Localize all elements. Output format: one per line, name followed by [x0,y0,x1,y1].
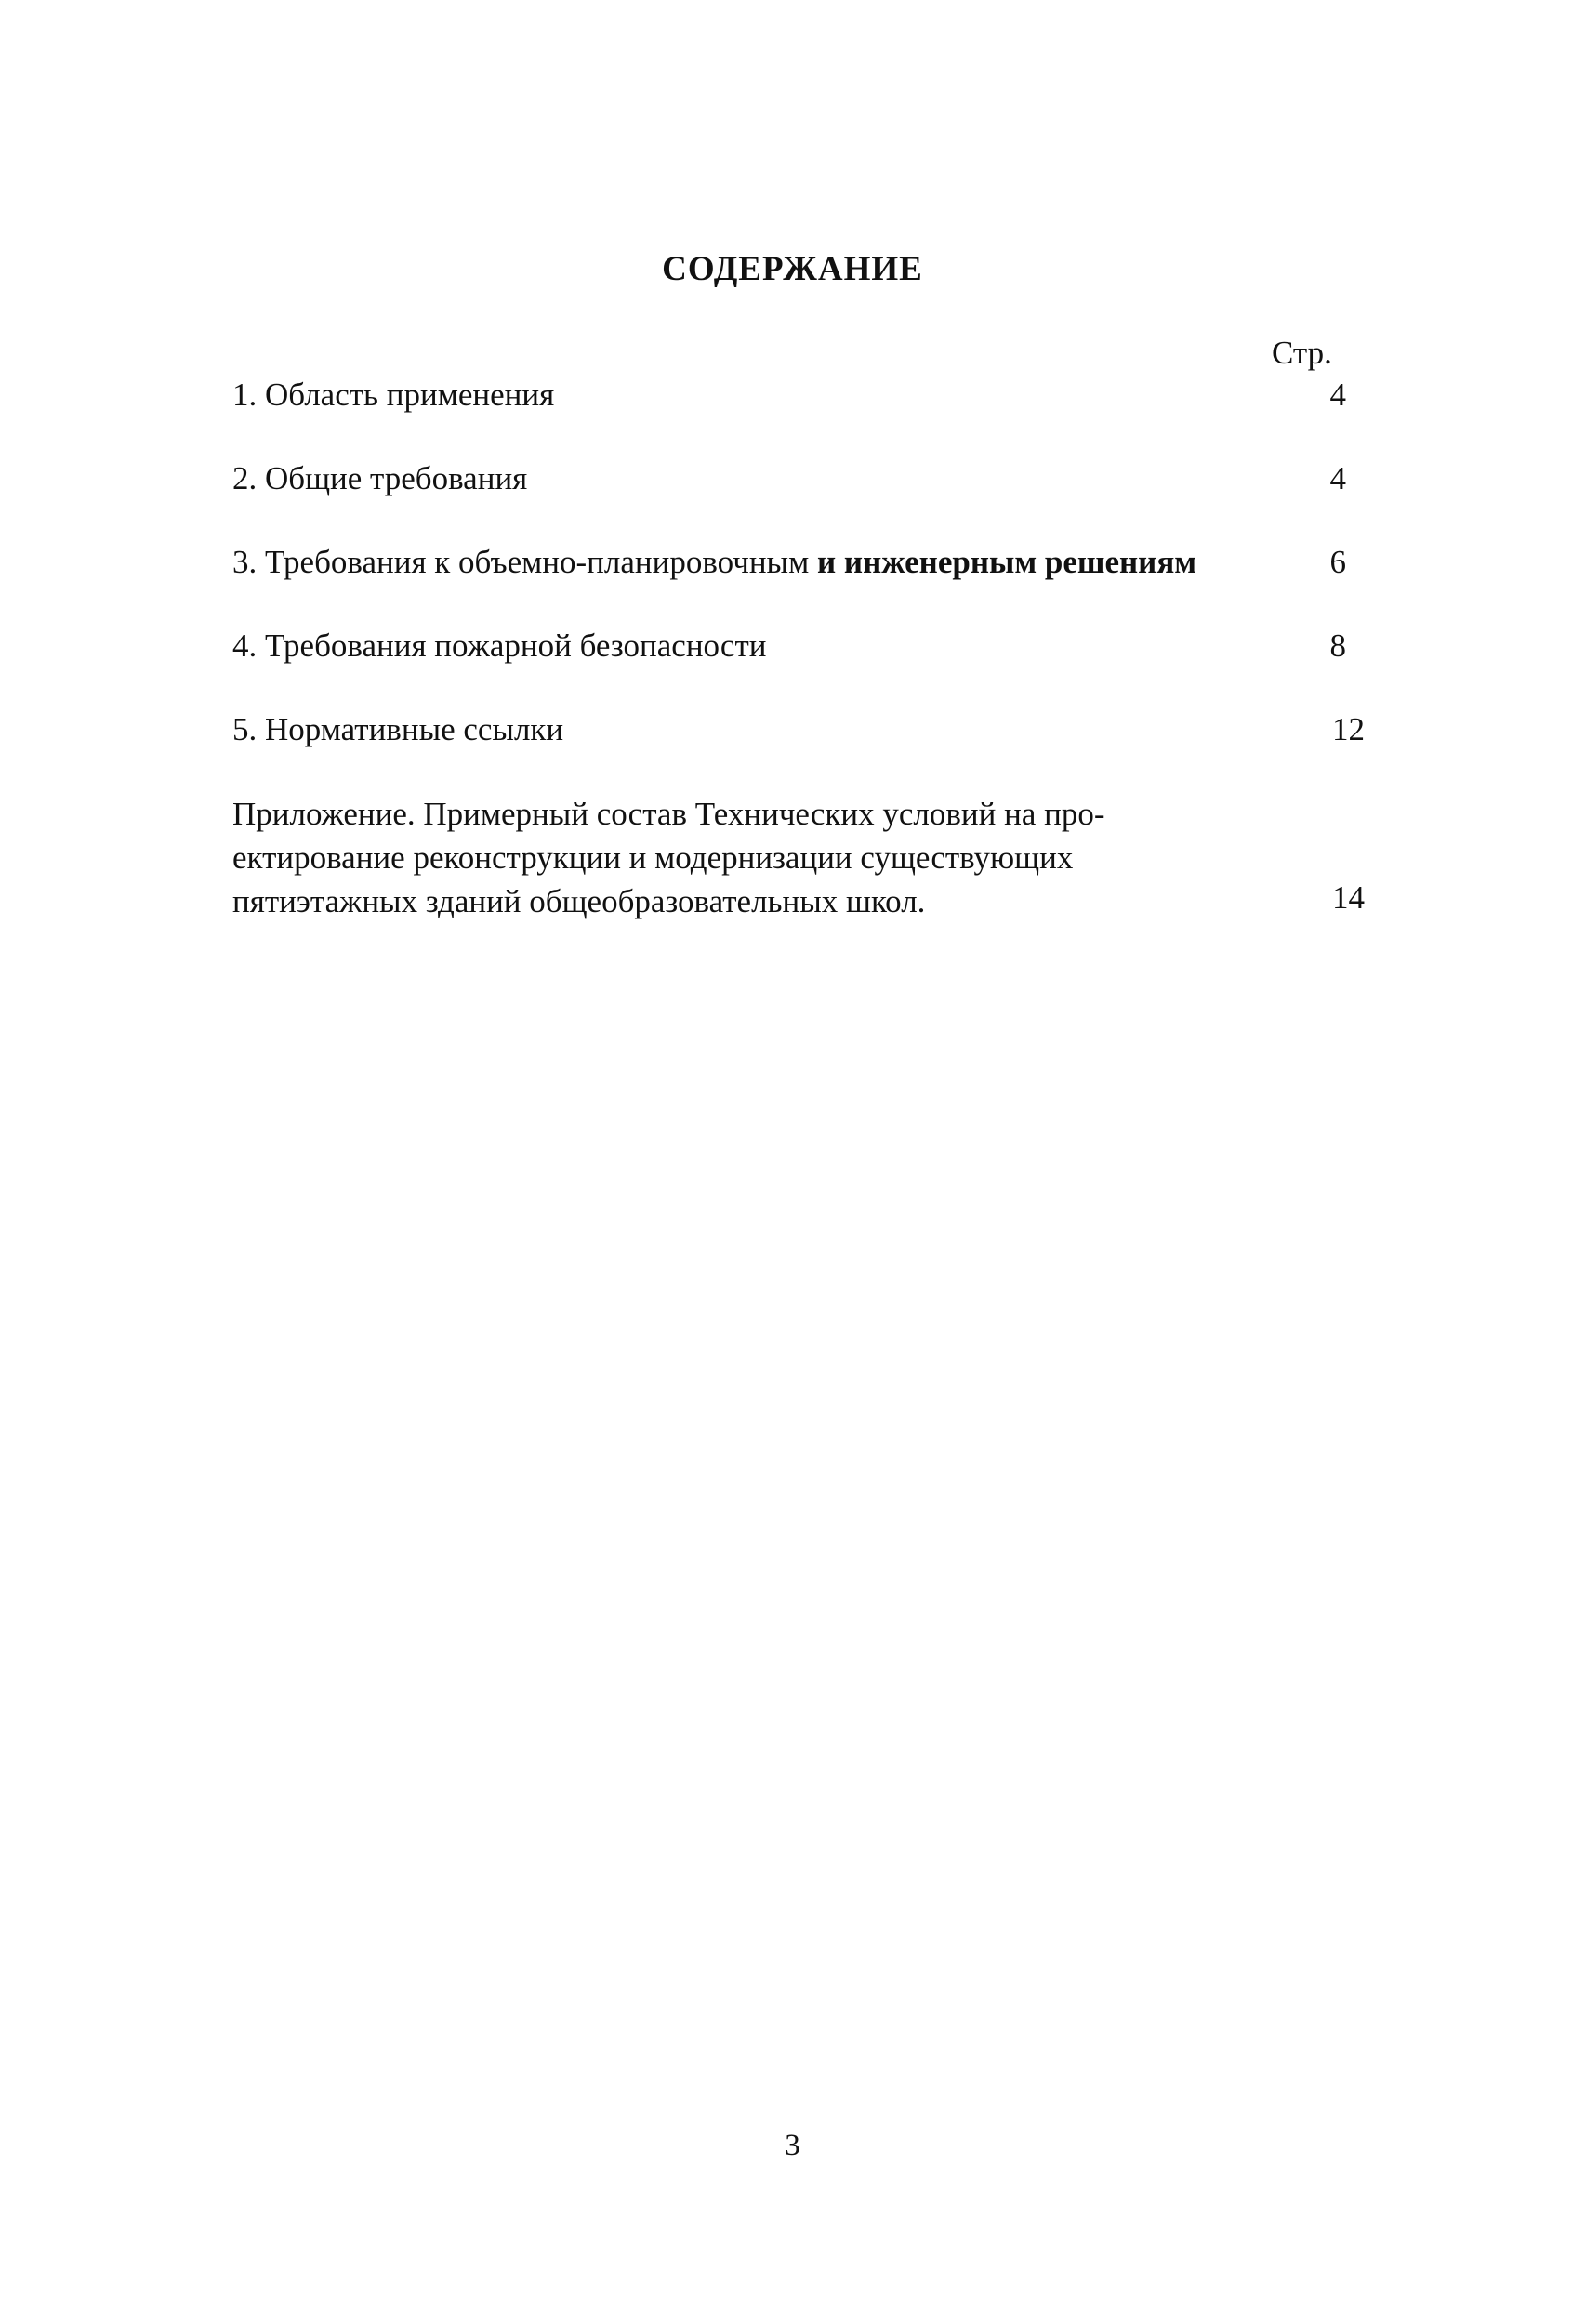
page-column-label: Стр. [1272,335,1332,371]
toc-title: СОДЕРЖАНИЕ [662,250,923,288]
page-number: 3 [785,2129,800,2162]
toc-item-1: 1. Область применения [232,376,555,413]
toc-appendix-line-3: пятиэтажных зданий общеобразовательных школ. [232,883,926,919]
toc-item-2: 2. Общие требования [232,460,528,496]
toc-appendix-page: 14 [1332,879,1365,916]
toc-item-4: 4. Требования пожарной безопасности [232,627,767,664]
toc-item-4-page: 8 [1329,627,1346,664]
toc-item-5-page: 12 [1332,711,1365,747]
toc-appendix-line-1: Приложение. Примерный состав Технических условий на про- [232,796,1105,832]
toc-item-2-page: 4 [1329,460,1346,496]
toc-item-3 [232,544,1196,581]
toc-item-3-page: 6 [1329,544,1346,580]
toc-item-5: 5. Нормативные ссылки [232,711,564,747]
toc-item-3-text-regular: 3. Требования к объемно-планировочным [232,544,817,580]
toc-item-1-page: 4 [1329,376,1346,413]
toc-appendix-line-2: ектирование реконструкции и модернизации существующих [232,839,1074,876]
toc-item-3-text-bold: и инженерным решениям [816,544,1197,580]
toc-appendix [232,792,1218,923]
